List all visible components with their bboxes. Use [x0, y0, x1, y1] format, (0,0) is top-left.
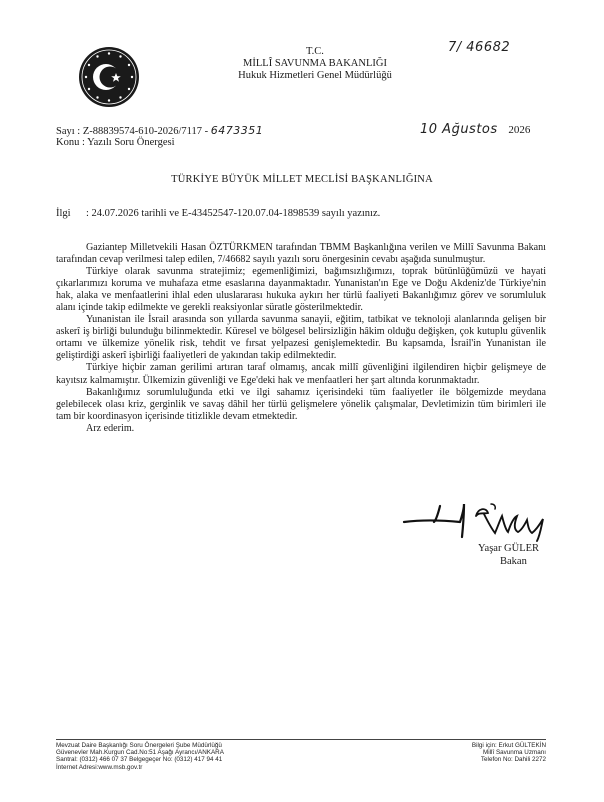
body-paragraph: Bakanlığımız sorumluluğunda etki ve ilgi sahamız içerisindeki tüm faaliyetler ile bölgemizde meydana gelebilecek olası kriz, gerginlik ve savaş dâhil her türlü gelişmelere yönelik çalışmalar, Devletimizin tüm birimleri ile tam bir koordinasyon içerisinde titizlikle devam etmektedir. — [56, 386, 546, 422]
footer-divider — [56, 739, 546, 740]
handwritten-signature — [400, 500, 550, 545]
body-paragraph: Arz ederim. — [86, 422, 135, 434]
handwritten-reference: 7/ 46682 — [448, 40, 511, 55]
body-paragraph: Türkiye hiçbir zaman gerilimi artıran taraf olmamış, ancak millî güvenliğini ilgilendiren hiçbir gelişmeye de kayıtsız kalmamıştır. Ülkemizin güvenliği ve Ege'deki hak ve menfaatleri her şart altında korunmaktadır. — [56, 362, 546, 386]
footer-info — [436, 742, 546, 764]
footer-line: Millî Savunma Uzmanı — [483, 749, 546, 757]
ilgi-text: : 24.07.2026 tarihli ve E-43452547-120.07.04-1898539 sayılı yazınız. — [86, 208, 381, 219]
footer-line: Güvenevler Mah.Kurgun Cad.No:51 Aşağı Ayrancı/ANKARA — [56, 749, 224, 757]
sayi-text: Sayı : Z-88839574-610-2026/7117 - — [56, 126, 211, 137]
date-year: 2026 — [508, 124, 531, 136]
sayi-handwritten: 6473351 — [210, 124, 264, 137]
header-ministry: MİLLÎ SAVUNMA BAKANLIĞI — [243, 58, 387, 69]
footer-line: Mevzuat Daire Başkanlığı Soru Önergeleri Şube Müdürlüğü — [56, 742, 222, 749]
footer-line: Bilgi için: Erkut GÜLTEKİN — [471, 742, 546, 749]
footer-contact — [56, 742, 224, 771]
ilgi-label: İlgi — [56, 208, 71, 219]
header-tc: T.C. — [306, 46, 324, 57]
footer-line: Santral: (0312) 466 07 37 Belgegeçer No: (0312) 417 94 41 — [56, 756, 223, 764]
date-handwritten: 10 Ağustos — [420, 122, 498, 137]
signatory-name: Yaşar GÜLER — [478, 543, 540, 554]
date-line — [420, 122, 530, 137]
konu-line: Konu : Yazılı Soru Önergesi — [56, 137, 175, 148]
footer-line: Telefon No: Dahili 2272 — [480, 756, 546, 764]
signatory-title: Bakan — [500, 556, 527, 567]
body-paragraph: Yunanistan ile İsrail arasında son yıllarda savunma sanayii, eğitim, tatbikat ve teknoloji alanlarında gelişen bir askerî iş birliği bulunduğu bilinmektedir. Küresel ve bölgesel belirsizliğin hâkim olduğu değişken, çok kutuplu güvenlik ortamı ve ülkemize yönelik risk, tehdit ve fırsat yelpazesi genişlemektedir. Bu kapsamda, İsrail'in Yunanistan ile geliştirdiği askerî işbirliği faaliyetleri de yakından takip edilmektedir. — [56, 314, 546, 362]
body-paragraph: Gaziantep Milletvekili Hasan ÖZTÜRKMEN tarafından TBMM Başkanlığına verilen ve Millî Savunma Bakanı tarafından cevap verilmesi talep edilen, 7/46682 sayılı yazılı soru önergesinin cevabı aşağıda sunulmuştur. — [56, 242, 546, 266]
ministry-emblem-icon — [78, 46, 140, 108]
header-department: Hukuk Hizmetleri Genel Müdürlüğü — [238, 70, 392, 81]
ilgi-line — [56, 208, 380, 219]
footer-line: İnternet Adresi:www.msb.gov.tr — [56, 763, 143, 771]
body-text — [56, 242, 546, 435]
body-paragraph: Türkiye olarak savunma stratejimiz; egemenliğimizi, bağımsızlığımızı, toprak bütünlüğümüzü ve hayati çıkarlarımızı koruma ve muhafaza etme esaslarına dayanmaktadır. Yunanistan'ın Ege ve Doğu Akdeniz'de Türkiye'nin hak, alaka ve menfaatlerini ihlal eden uluslararası hukuka aykırı her türlü faaliyeti Bakanlığımız görev ve sorumluluk alanı içinde takip edilmekte ve gerekli reaksiyonlar süratle gösterilmektedir. — [56, 266, 546, 314]
recipient-title: TÜRKİYE BÜYÜK MİLLET MECLİSİ BAŞKANLIĞINA — [171, 174, 433, 185]
